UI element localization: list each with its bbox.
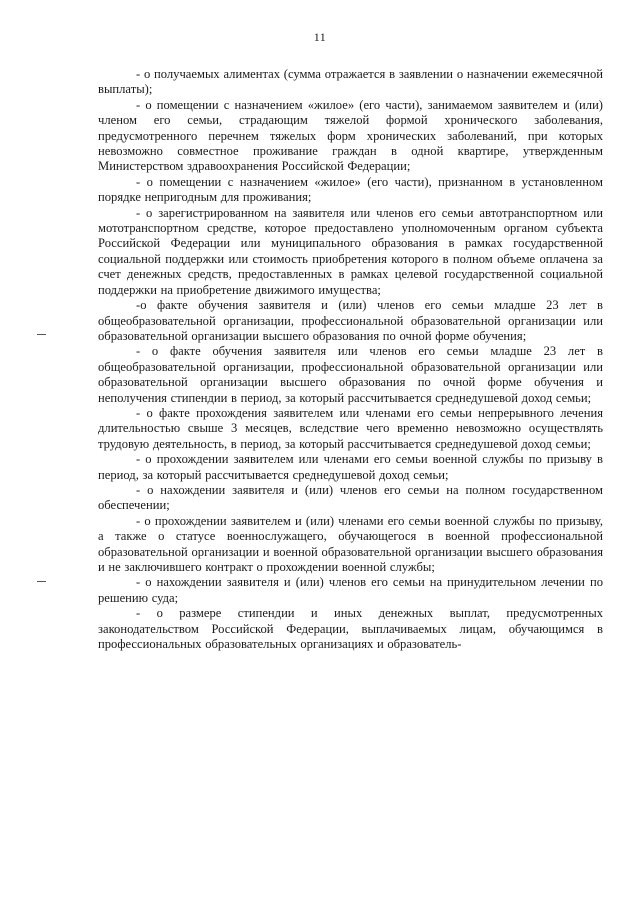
list-item: - о помещении с назначением «жилое» (его части), признанном в установленном порядке непригодным для проживания; bbox=[98, 174, 603, 205]
list-item: -о факте обучения заявителя и (или) членов его семьи младше 23 лет в общеобразовательной организации, профессиональной образовательной организации или образовательной организации высшего образования по очной форме обучения; bbox=[98, 298, 603, 343]
list-item: - о прохождении заявителем или членами его семьи военной службы по призыву в период, за который рассчитывается среднедушевой доход семьи; bbox=[98, 452, 603, 482]
list-item: - о зарегистрированном на заявителя или членов его семьи автотранспортном или мототранспортном средстве, которое предоставлено уполномоченным органом субъекта Российской Федерации или муниципального образования в рамках государственной социальной поддержки или стоимость приобретения которого в полном объеме оплачена за счет денежных средств, предоставленных в рамках целевой государственной социальной поддержки на приобретение движимого имущества; bbox=[98, 205, 603, 297]
document-body bbox=[98, 67, 603, 652]
margin-mark bbox=[37, 581, 46, 582]
list-item: - о факте прохождения заявителем или членами его семьи непрерывного лечения длительностью свыше 3 месяцев, вследствие чего временно невозможно осуществлять трудовую деятельность, в период, за который рассчитывается среднедушевой доход семьи; bbox=[98, 405, 603, 451]
margin-mark bbox=[37, 334, 46, 335]
list-item: - о нахождении заявителя и (или) членов его семьи на принудительном лечении по решению суда; bbox=[98, 575, 603, 605]
list-item: - о помещении с назначением «жилое» (его части), занимаемом заявителем и (или) членом его семьи, страдающим тяжелой формой хронического заболевания, предусмотренного перечнем тяжелых форм хронических заболеваний, при которых невозможно совместное проживание граждан в одной квартире, утвержденным Министерством здравоохранения Российской Федерации; bbox=[98, 97, 603, 174]
list-item: - о прохождении заявителем и (или) членами его семьи военной службы по призыву, а также о статусе военнослужащего, обучающегося в военной профессиональной образовательной организации и военной образовательной организации высшего образования и не заключившего контракт о прохождении военной службы; bbox=[98, 513, 603, 574]
list-item: - о размере стипендии и иных денежных выплат, предусмотренных законодательством Российской Федерации, выплачиваемых лицам, обучающимся в профессиональных образовательных организациях и образователь- bbox=[98, 606, 603, 652]
list-item: - о факте обучения заявителя или членов его семьи младше 23 лет в общеобразовательной организации, профессиональной образовательной организации или образовательной организации высшего образования по очной форме обучения и неполучения стипендии в период, за который рассчитывается среднедушевой доход семьи; bbox=[98, 344, 603, 405]
list-item: - о нахождении заявителя и (или) членов его семьи на полном государственном обеспечении; bbox=[98, 482, 603, 513]
list-item: - о получаемых алиментах (сумма отражается в заявлении о назначении ежемесячной выплаты); bbox=[98, 67, 603, 97]
page-number: 11 bbox=[313, 30, 327, 44]
